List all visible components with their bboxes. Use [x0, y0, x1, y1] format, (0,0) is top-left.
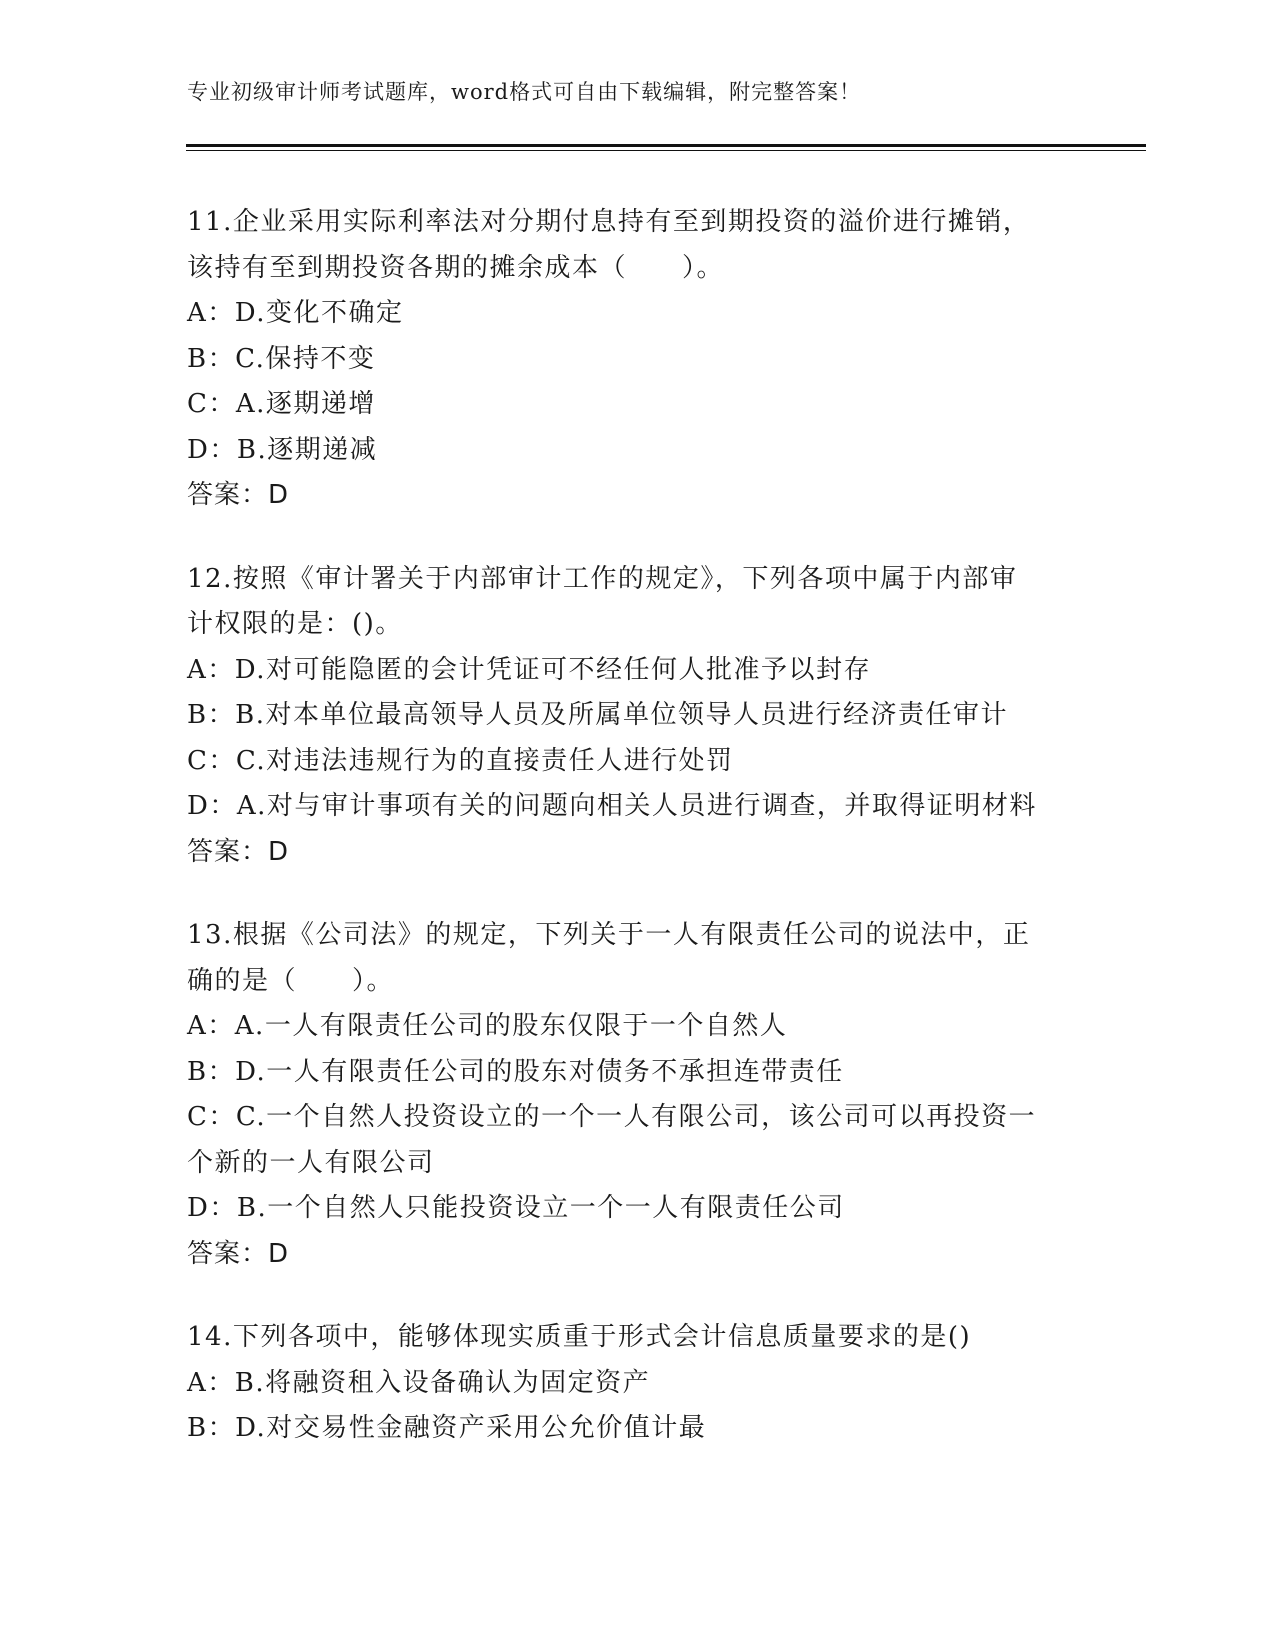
option-b: B：C.保持不变 [187, 343, 376, 374]
option-a: A：A.一人有限责任公司的股东仅限于一个自然人 [187, 1011, 788, 1041]
option-b: B：D.一人有限责任公司的股东对债务不承担连带责任 [187, 1056, 844, 1087]
option-b: B：B.对本单位最高领导人员及所属单位领导人员进行经济责任审计 [187, 700, 1008, 730]
header-rule-thin [186, 150, 1146, 151]
option-d: D：B.一个自然人只能投资设立一个一人有限责任公司 [187, 1193, 845, 1223]
option-b: B：D.对交易性金融资产采用公允价值计最 [187, 1413, 707, 1443]
option-a: A：B.将融资租入设备确认为固定资产 [187, 1367, 651, 1398]
question-stem-line: 13.根据《公司法》的规定，下列关于一人有限责任公司的说法中，正 [187, 920, 1031, 950]
question-stem-line: 14.下列各项中，能够体现实质重于形式会计信息质量要求的是() [187, 1322, 972, 1352]
question-list [187, 200, 1087, 1490]
answer: 答案：D [187, 836, 290, 867]
header-text: 专业初级审计师考试题库，word格式可自由下载编辑，附完整答案！ [187, 80, 862, 104]
question-11 [187, 200, 1087, 519]
option-a: A：D.变化不确定 [187, 298, 404, 328]
option-d: D：B.逐期递减 [187, 434, 378, 465]
header-rule-thick [186, 144, 1146, 147]
option-c: C：C.一个自然人投资设立的一个一人有限公司，该公司可以再投资一 [187, 1102, 1037, 1132]
question-stem-line: 12.按照《审计署关于内部审计工作的规定》，下列各项中属于内部审 [187, 563, 1018, 594]
option-a: A：D.对可能隐匿的会计凭证可不经任何人批准予以封存 [187, 654, 871, 685]
question-stem-line: 计权限的是：()。 [187, 609, 403, 639]
option-c-continued: 个新的一人有限公司 [187, 1147, 435, 1178]
question-stem-line: 11.企业采用实际利率法对分期付息持有至到期投资的溢价进行摊销， [187, 207, 1031, 237]
option-d: D：A.对与审计事项有关的问题向相关人员进行调查，并取得证明材料 [187, 791, 1037, 821]
question-12 [187, 557, 1087, 876]
question-stem-line: 确的是（ ）。 [187, 965, 395, 996]
question-14 [187, 1315, 1087, 1452]
answer: 答案：D [187, 1238, 290, 1269]
option-c: C：C.对违法违规行为的直接责任人进行处罚 [187, 745, 734, 776]
answer: 答案：D [187, 480, 290, 510]
question-stem-line: 该持有至到期投资各期的摊余成本（ ）。 [187, 252, 725, 283]
question-13 [187, 913, 1087, 1277]
option-c: C：A.逐期递增 [187, 389, 376, 419]
